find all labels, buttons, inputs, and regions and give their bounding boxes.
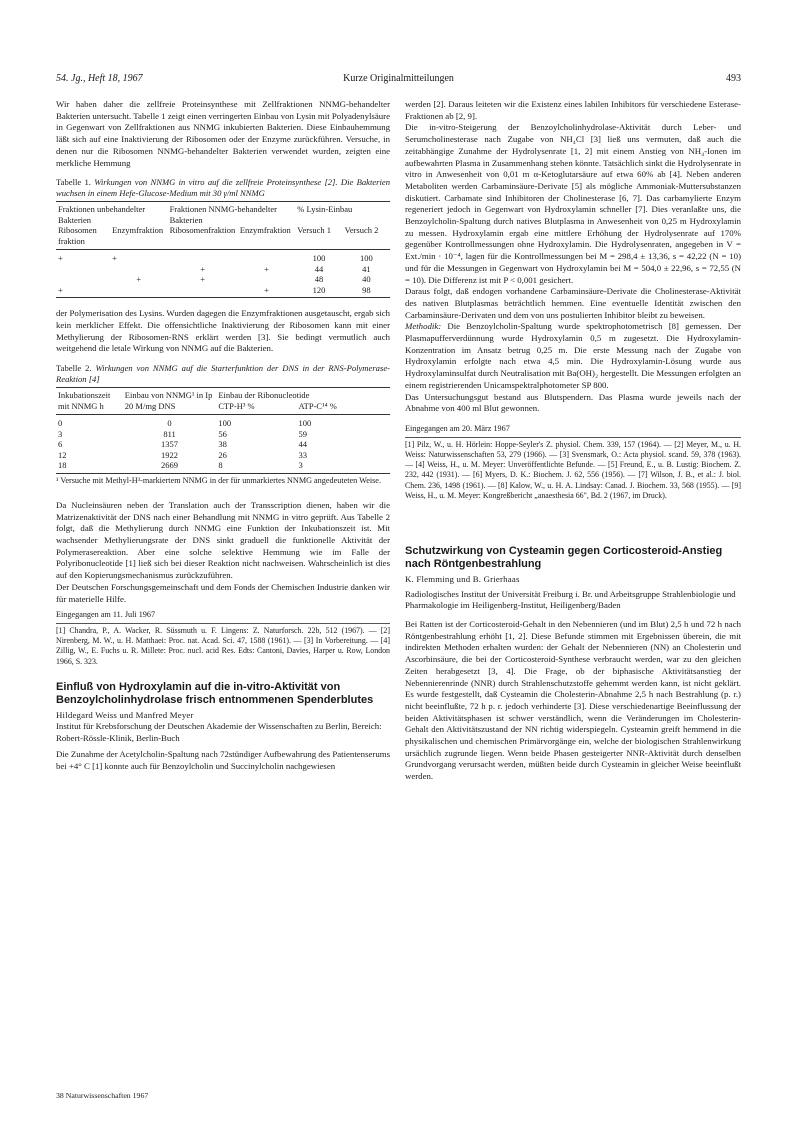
table-row: 6 1357 38 44 (58, 439, 307, 450)
table-header: CTP-H³ % (218, 400, 255, 411)
table-header: % Lysin-Einbau (297, 204, 353, 215)
table-row: 0 0 100 100 (58, 418, 312, 429)
paragraph: Daraus folgt, daß endogen vorhandene Carbaminsäure-Derivate die Cholinesterase-Aktivität des nativen Blutplasmas beträchtlich hemmen. Eine eventuelle Identität zwischen den Carbaminsäure-Derivaten und dem von uns postulierten Inhibitor bleibt zu beweisen. (405, 286, 741, 320)
table2-caption: Tabelle 2. Wirkungen von NNMG auf die Starterfunktion der DNS in der RNS-Polymerase-Reaktion [4] (56, 363, 390, 385)
table-row: 18 2669 8 3 (58, 460, 303, 471)
table-header: Einbau der Ribonucleotide (218, 390, 310, 401)
article-title: Einfluß von Hydroxylamin auf die in-vitro-Aktivität von Benzoylcholinhydrolase frisch entnommenen Spenderblutes (56, 680, 374, 706)
table-row: 12 1922 26 33 (58, 449, 307, 460)
table-header: Fraktionen unbehandelter Bakterien (58, 204, 146, 225)
article-authors: K. Flemming und B. Grierhaas (405, 573, 520, 584)
references: [1] Chandra, P., A. Wacker, R. Süssmuth u. F. Lingens: Z. Naturforsch. 22b, 512 (1967). — [2] Nirenberg, M. W., u. H. Matthaei: Proc. nat. Acad. Sci. 47, 1588 (1961). — [3] In Vorbereitung. — [4] Zillig, W., E. Fuchs u. R. Millete: Proc. nucl. acid Res. Edts: Cantoni, Davies, Harper u. Row, London 1966, S. 323. (56, 625, 390, 666)
table2 (56, 390, 390, 471)
left-column (56, 99, 390, 772)
right-column (405, 99, 741, 783)
table1 (56, 204, 390, 295)
table-header: Versuch 2 (344, 225, 379, 236)
paragraph: Bei Ratten ist der Corticosteroid-Gehalt in den Nebennieren (und im Blut) 2,5 h und 72 h nach Röntgenbestrahlung erhöht [1, 2]. Diese Befunde stimmen mit Ergebnissen überein, die mit indirekten Methoden erhalten wurden: der Gehalt der Nebennieren (NN) an Cholesterin und Ascorbinsäure, die bei der Corticosteroid-Synthese verbraucht werden, war zu den gleichen Zeiten herabgesetzt [3, 4]. Die Frage, ob der biphasische Aktivitätsanstieg der Nebennierenrinde (NNR) durch Strahlenschutzstoffe gehemmt werden kann, ist nicht geklärt. Es wurde festgestellt, daß Cysteamin die Cholesterin-Abnahme 2,5 h nach Bestrahlung (p. r.) nicht beeinflußte, 72 h p. r. jedoch verhinderte [3]. Diese verschiedenartige Beeinflussung der beiden Aktivitätsphasen ist schwer verständlich, wenn die Veränderungen im Cholesterin-Gehalt den Aktivitätszustand der NN richtig widerspiegeln. Cysteamin greift hemmend in die physikalischen und chemischen Primärvorgänge ein, welche der biologischen Strahlenwirkung ursächlich zugrunde liegen. Wenn beide Phasen gesteigerter NNR-Aktivität durch denselben Grundvorgang verursacht werden, müßten beide durch Cysteamin in gleicher Weise beeinflußt werden. (405, 619, 741, 782)
received-date: Eingegangen am 20. März 1967 (405, 423, 510, 433)
table-row: + + 44 41 (200, 263, 371, 274)
table-rule (56, 297, 390, 298)
paragraph: Da Nucleinsäuren neben der Translation auch der Transscription dienen, haben wir die Matrizenaktivität der DNS nach einer Behandlung mit NNMG in vitro geprüft. Aus Tabelle 2 folgt, daß die Methylierung durch NNMG eine Funktion der Inkubationszeit ist. Mit wachsender Methylierungsrate der DNS sinkt graduell die funktionelle Aktivität der Polymerasereaktion. Aber eine solche selektive Hemmung wie im Falle der Polyribonucleotide [1] ließ sich bei dieser Reaktion nicht nachweisen. Wahrscheinlich ist dies auf den Kopierungsmechanismus zurückzuführen. (56, 499, 390, 581)
article-institution: Institut für Krebsforschung der Deutschen Akademie der Wissenschaften zu Berlin, Bereich: Robert-Rössle-Klinik, Berlin-Buch (56, 721, 382, 743)
table-footnote: ¹ Versuche mit Methyl-H³-markiertem NNMG in der für unmarkiertes NNMG angedeuteten Weise. (56, 475, 381, 485)
table-header: Versuch 1 (297, 225, 332, 236)
paragraph: Der Deutschen Forschungsgemeinschaft und dem Fonds der Chemischen Industrie danken wir für materielle Hilfe. (56, 581, 390, 604)
table-row: 3 811 56 59 (58, 428, 307, 439)
paragraph: der Polymerisation des Lysins. Wurden dagegen die Enzymfraktionen ausgetauscht, ergab sich kein merklicher Effekt. Die offensichtliche Inaktivierung der Ribosomen kann mit einer Methylierung der Ribosomen-RNS erklärt werden [3]. Sie bedingt vermutlich auch weitgehend die letale Wirkung von NNMG auf die Bakterien. (56, 308, 390, 354)
paragraph: werden [2]. Daraus leiteten wir die Existenz eines labilen Inhibitors für verschiedene Esterase-Fraktionen ab [2, 9]. (405, 99, 741, 121)
section-label: Methodik: (405, 321, 442, 332)
paragraph: Das Untersuchungsgut bestand aus Blutspendern. Das Plasma wurde jeweils nach der Abnahme von 400 ml Blut gewonnen. (405, 391, 741, 414)
table-row: + + 120 98 (58, 284, 371, 295)
paragraph: Die Zunahme der Acetylcholin-Spaltung nach 72stündiger Aufbewahrung des Patientenserums bei +4° C [1] konnte auch für Benzoylcholin und Succinylcholin nachgewiesen (56, 748, 390, 771)
article-authors: Hildegard Weiss und Manfred Meyer (56, 709, 194, 720)
page-footnote: 38 Naturwissenschaften 1967 (56, 1091, 149, 1100)
divider (405, 437, 741, 438)
journal-issue: 54. Jg., Heft 18, 1967 (56, 73, 143, 84)
running-header (56, 73, 741, 87)
table-header: Fraktionen NNMG-behandelter Bakterien (169, 204, 277, 225)
table-rule (56, 387, 390, 388)
table-header: ATP-C¹⁴ % (298, 400, 337, 411)
table-header: Enzymfraktion (239, 225, 291, 236)
table-row: + + 100 100 (58, 253, 373, 264)
divider (56, 623, 390, 624)
table1-caption: Tabelle 1. Wirkungen von NNMG in vitro auf die zellfreie Proteinsynthese [2]. Die Bakterien wuchsen in einem Hefe-Glucose-Medium mit 30 γ/ml NNMG (56, 177, 390, 199)
section-title: Kurze Originalmitteilungen (343, 73, 454, 84)
references: [1] Pilz, W., u. H. Hörlein: Hoppe-Seyler's Z. physiol. Chem. 339, 157 (1964). — [2] Meyer, M., u. H. Weiss: Naturwissenschaften 53, 279 (1966). — [3] Svensmark, O.: Acta physiol. scand. 59, 378 (1963). — [4] Weiss, H., u. M. Meyer: Unveröffentlichte Befunde. — [5] Freund, E., u. B. Lustig: Biochem. Z. 232, 442 (1931). — [6] Myers, D. K.: Biochem. J. 62, 556 (1956). — [7] Wilson, J. B., et al.: J. biol. Chem. 236, 1498 (1961). — [8] Kalow, W., u. H. A. Lindsay: Canad. J. Biochem. 33, 568 (1955). — [9] Weiss, H., u. M. Meyer: Kongreßbericht „anaesthesia 66", Bd. 2 (1967, im Druck). (405, 439, 741, 500)
table-header: Ribosomenfraktion (169, 225, 236, 236)
table-header: Inkubationszeit mit NNMG h (58, 390, 111, 411)
table-header: Ribosomen fraktion (58, 225, 97, 246)
table-row: + + 48 40 (136, 274, 371, 285)
table-rule (56, 473, 390, 474)
paragraph: Wir haben daher die zellfreie Proteinsynthese mit Zellfraktionen NNMG-behandelter Bakterien untersucht. Tabelle 1 zeigt einen verringerten Einbau von Lysin mit Polyadenylsäure in Gegenwart von Zellfraktionen aus NNMG inkubierten Bakterien. Diese Einbauhemmung läßt sich auf eine Inaktivierung der Ribosomen oder der Enzyme zurückführen. Versuche, in denen nur die Ribosomen NNMG-behandelter Bakterien verwendet wurden, zeigten eine merkliche Hemmung (56, 99, 390, 168)
paragraph: Die in-vitro-Steigerung der Benzoylcholinhydrolase-Aktivität durch Leber- und Serumcholinesterase nach Zugabe von NH₄Cl [3] ließ uns vermuten, daß auch die zeitabhängige Zunahme der Hydrolysenrate [1, 2] mit einem Anstieg von NH₄-Ionen im aufbewahrten Plasma in Zusammenhang stehen könnte. Tatsächlich sinkt die Hydrolysenrate in vitro in Anwesenheit von 0,01 m α-Ketoglutarsäure auf etwa 60% ab [4]. Neben anderen Metaboliten werden Carbaminsäure-Derivate [5] als mögliche Ammoniak-Muttersubstanzen diskutiert. Carbamate sind Inhibitoren der Cholinesterase [6, 7]. Das carbamylierte Enzym regeneriert jedoch in Gegenwart von Hydroxylamin schneller [7]. Dies veranlaßte uns, die Benzoylcholin-Spaltung durch natives Blutplasma in Anwesenheit von 0,25 m Hydroxylamin zu messen. Hydroxylamin ergab eine mittlere Erhöhung der Hydrolysenrate auf 170% gegenüber Kontrollmessungen ohne Hydroxylamin. Die Hydrolysenraten, angegeben in V = Ext./min · 10⁻⁴, lagen für die Kontrollmessungen bei M = 298,4 ± 13,36, s = 42,22 (N = 10) und für die Messungen in Gegenwart von Hydroxylamin bei M = 504,0 ± 22,96, s = 72,55 (N = 10). Die Differenz ist mit P < 0,001 gesichert. (405, 122, 741, 285)
paragraph: Methodik: Die Benzoylcholin-Spaltung wurde spektrophotometrisch [8] gemessen. Der Plasmapufferverdünnung wurde Hydroxylamin 0,5 m zugesetzt. Die Hydroxylamin-Konzentration im Ansatz betrug 0,25 m. Die erste Messung nach der Zugabe von Hydroxylamin erfolgte nach etwa 4,5 min. Die Hydroxylamin-Lösung wurde aus Hydroxylaminsulfat durch Neutralisation mit Ba(OH)₂ hergestellt. Die Messungen erfolgten an einem registrierenden Unicamspektralphotometer SP 800. (405, 321, 741, 390)
article-title: Schutzwirkung von Cysteamin gegen Corticosteroid-Anstieg nach Röntgenbestrahlung (405, 544, 723, 570)
table-header: Einbau von NNMG¹ in Ip 20 M/mg DNS (124, 390, 213, 411)
table-rule (56, 201, 390, 202)
article-institution: Radiologisches Institut der Universität Freiburg i. Br. und Arbeitsgruppe Strahlenbiologie und Pharmakologie im Heiligenberg-Institut, Heiligenberg/Baden (405, 588, 736, 610)
page-number: 493 (726, 73, 741, 84)
received-date: Eingegangen am 11. Juli 1967 (56, 610, 156, 620)
table-header: Enzymfraktion (112, 225, 164, 236)
